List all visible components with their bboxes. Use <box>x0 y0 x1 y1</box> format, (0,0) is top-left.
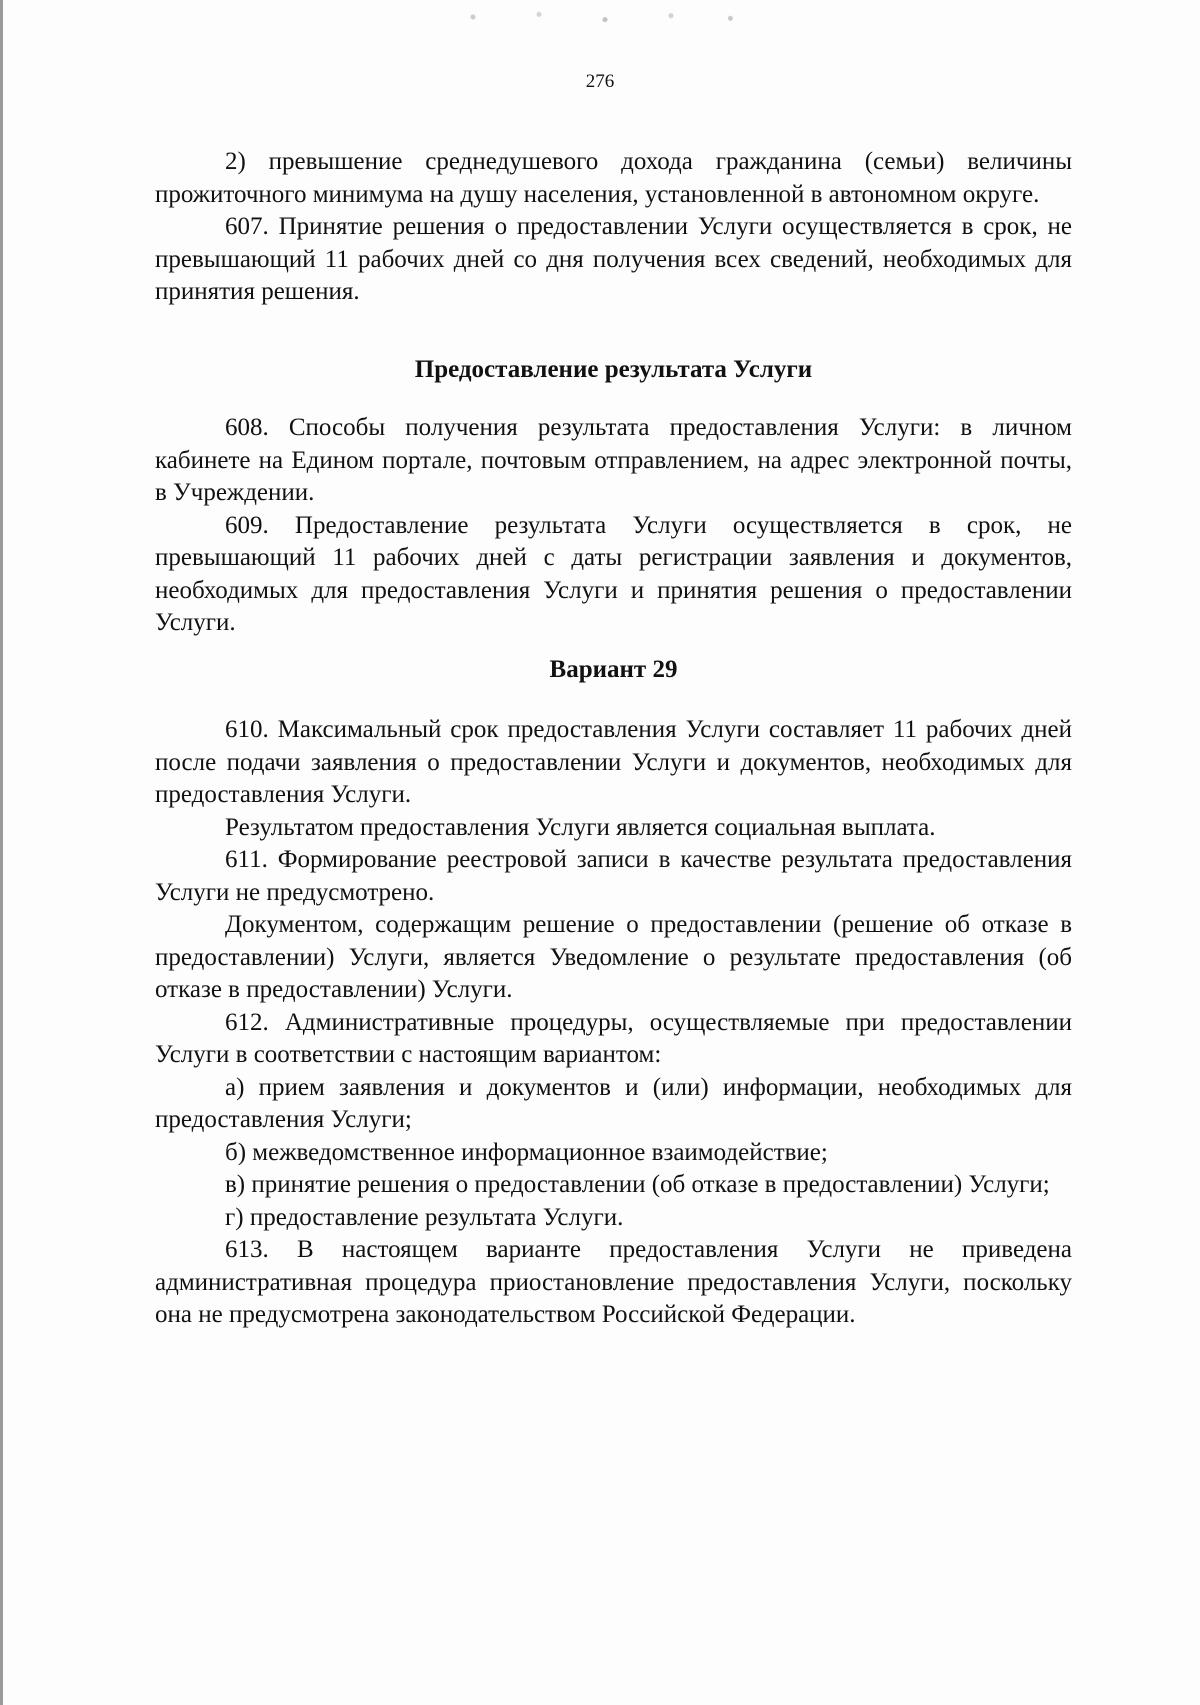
section-heading-variant: Вариант 29 <box>549 655 678 683</box>
paragraph-item-2: 2) превышение среднедушевого дохода гражданина (семьи) величины прожиточного минимума на душу населения, установленной в автономном округе. <box>155 148 1072 208</box>
list-item-a: а) прием заявления и документов и (или) информации, необходимых для предоставления Услуги; <box>155 1073 1072 1133</box>
paragraph-607: 607. Принятие решения о предоставлении Услуги осуществляется в срок, не превышающий 11 рабочих дней со дня получения всех сведений, необходимых для принятия решения. <box>155 213 1072 305</box>
paragraph-610-result: Результатом предоставления Услуги является социальная выплата. <box>225 813 936 841</box>
paragraph-611: 611. Формирование реестровой записи в качестве результата предоставления Услуги не предусмотрено. <box>155 846 1072 906</box>
paragraph-610: 610. Максимальный срок предоставления Услуги составляет 11 рабочих дней после подачи заявления о предоставлении Услуги и документов, необходимых для предоставления Услуги. <box>155 716 1072 808</box>
scan-artifact <box>440 4 770 30</box>
list-item-b: б) межведомственное информационное взаимодействие; <box>225 1138 828 1166</box>
list-item-v: в) принятие решения о предоставлении (об отказе в предоставлении) Услуги; <box>225 1171 1050 1198</box>
page-number: 276 <box>585 71 615 92</box>
paragraph-612: 612. Административные процедуры, осуществляемые при предоставлении Услуги в соответствии с настоящим вариантом: <box>155 1008 1072 1068</box>
paragraph-613: 613. В настоящем варианте предоставления Услуги не приведена административная процедура приостановление предоставления Услуги, поскольку она не предусмотрена законодательством Российской Федерации. <box>155 1236 1072 1328</box>
list-item-g: г) предоставление результата Услуги. <box>225 1203 624 1231</box>
paragraph-611-document: Документом, содержащим решение о предоставлении (решение об отказе в предоставлении) Услуги, является Уведомление о результате предоставления (об отказе в предоставлении) Услуги. <box>155 911 1072 1003</box>
document-body <box>155 146 1072 1332</box>
paragraph-609: 609. Предоставление результата Услуги осуществляется в срок, не превышающий 11 рабочих дней с даты регистрации заявления и документов, необходимых для предоставления Услуги и принятия решения о предоставлении Услуги. <box>155 511 1072 636</box>
section-heading-result: Предоставление результата Услуги <box>414 355 813 383</box>
scan-left-edge <box>0 0 3 1705</box>
paragraph-608: 608. Способы получения результата предоставления Услуги: в личном кабинете на Едином портале, почтовым отправлением, на адрес электронной почты, в Учреждении. <box>155 414 1072 506</box>
